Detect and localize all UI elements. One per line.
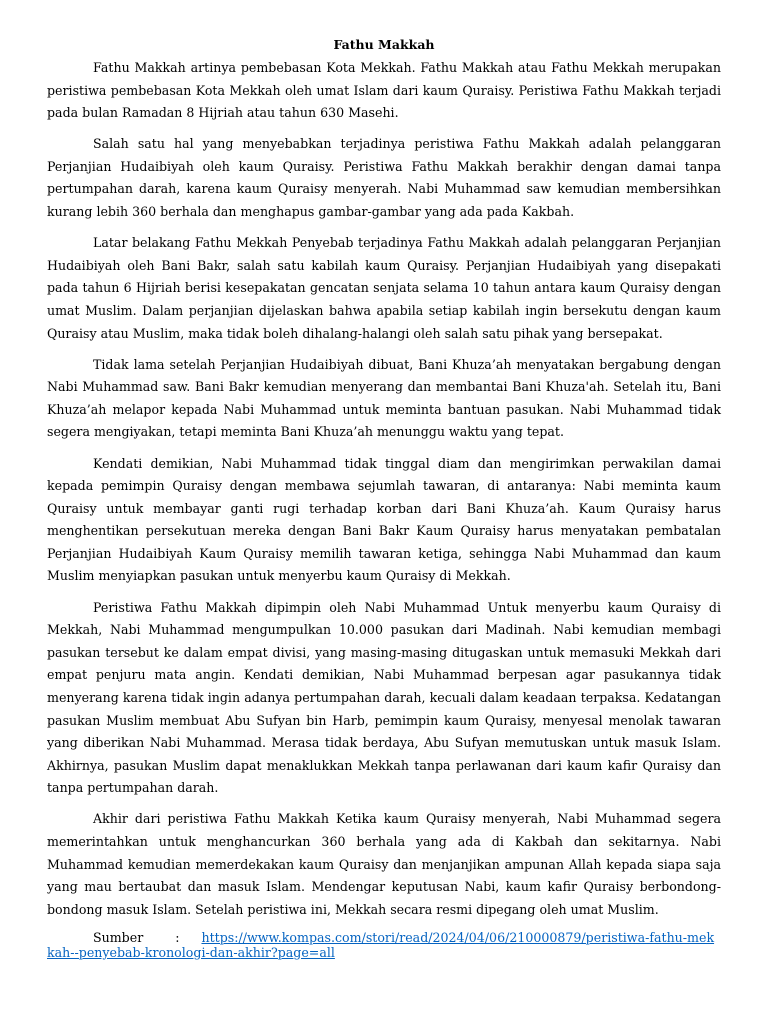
document-page: [47, 34, 721, 960]
source-label: Sumber: [93, 929, 144, 945]
source-link[interactable]: https://www.kompas.com/stori/read/2024/04/06/210000879/peristiwa-fathu-mekkah--penyebab-kronologi-dan-akhir?page=all: [47, 929, 715, 960]
source-citation: [47, 930, 721, 960]
paragraph-6: Peristiwa Fathu Makkah dipimpin oleh Nabi Muhammad Untuk menyerbu kaum Quraisy di Mekkah, Nabi Muhammad mengumpulkan 10.000 pasukan dari Madinah. Nabi kemudian membagi pasukan tersebut ke dalam empat divisi, yang masing-masing ditugaskan untuk memasuki Mekkah dari empat penjuru mata angin. Kendati demikian, Nabi Muhammad berpesan agar pasukannya tidak menyerang karena tidak ingin adanya pertumpahan darah, kecuali dalam keadaan terpaksa. Kedatangan pasukan Muslim membuat Abu Sufyan bin Harb, pemimpin kaum Quraisy, menyesal menolak tawaran yang diberikan Nabi Muhammad. Merasa tidak berdaya, Abu Sufyan memutuskan untuk masuk Islam. Akhirnya, pasukan Muslim dapat menaklukkan Mekkah tanpa perlawanan dari kaum kafir Quraisy dan tanpa pertumpahan darah.: [47, 599, 721, 796]
paragraph-5: Kendati demikian, Nabi Muhammad tidak tinggal diam dan mengirimkan perwakilan damai kepada pemimpin Quraisy dengan membawa sejumlah tawaran, di antaranya: Nabi meminta kaum Quraisy untuk membayar ganti rugi terhadap korban dari Bani Khuza’ah. Kaum Quraisy harus menghentikan persekutuan mereka dengan Bani Bakr Kaum Quraisy harus menyatakan pembatalan Perjanjian Hudaibiyah Kaum Quraisy memilih tawaran ketiga, sehingga Nabi Muhammad dan kaum Muslim menyiapkan pasukan untuk menyerbu kaum Quraisy di Mekkah.: [47, 455, 721, 584]
paragraph-1: Fathu Makkah artinya pembebasan Kota Mekkah. Fathu Makkah atau Fathu Mekkah merupakan peristiwa pembebasan Kota Mekkah oleh umat Islam dari kaum Quraisy. Peristiwa Fathu Makkah terjadi pada bulan Ramadan 8 Hijriah atau tahun 630 Masehi.: [47, 60, 721, 121]
document-title: Fathu Makkah: [333, 37, 435, 52]
paragraph-4: Tidak lama setelah Perjanjian Hudaibiyah dibuat, Bani Khuza’ah menyatakan bergabung dengan Nabi Muhammad saw. Bani Bakr kemudian menyerang dan membantai Bani Khuza'ah. Setelah itu, Bani Khuza’ah melapor kepada Nabi Muhammad untuk meminta bantuan pasukan. Nabi Muhammad tidak segera mengiyakan, tetapi meminta Bani Khuza’ah menunggu waktu yang tepat.: [47, 356, 721, 440]
paragraph-2: Salah satu hal yang menyebabkan terjadinya peristiwa Fathu Makkah adalah pelanggaran Perjanjian Hudaibiyah oleh kaum Quraisy. Peristiwa Fathu Makkah berakhir dengan damai tanpa pertumpahan darah, karena kaum Quraisy menyerah. Nabi Muhammad saw kemudian membersihkan kurang lebih 360 berhala dan menghapus gambar-gambar yang ada pada Kakbah.: [47, 136, 721, 220]
source-colon: :: [175, 929, 180, 945]
paragraph-3: Latar belakang Fathu Mekkah Penyebab terjadinya Fathu Makkah adalah pelanggaran Perjanjian Hudaibiyah oleh Bani Bakr, salah satu kabilah kaum Quraisy. Perjanjian Hudaibiyah yang disepakati pada tahun 6 Hijriah berisi kesepakatan gencatan senjata selama 10 tahun antara kaum Quraisy dengan umat Muslim. Dalam perjanjian dijelaskan bahwa apabila setiap kabilah ingin bersekutu dengan kaum Quraisy atau Muslim, maka tidak boleh dihalang-halangi oleh salah satu pihak yang bersepakat.: [47, 235, 721, 341]
paragraph-7: Akhir dari peristiwa Fathu Makkah Ketika kaum Quraisy menyerah, Nabi Muhammad segera memerintahkan untuk menghancurkan 360 berhala yang ada di Kakbah dan sekitarnya. Nabi Muhammad kemudian memerdekakan kaum Quraisy dan menjanjikan ampunan Allah kepada siapa saja yang mau bertaubat dan masuk Islam. Mendengar keputusan Nabi, kaum kafir Quraisy berbondong-bondong masuk Islam. Setelah peristiwa ini, Mekkah secara resmi dipegang oleh umat Muslim.: [47, 811, 721, 917]
